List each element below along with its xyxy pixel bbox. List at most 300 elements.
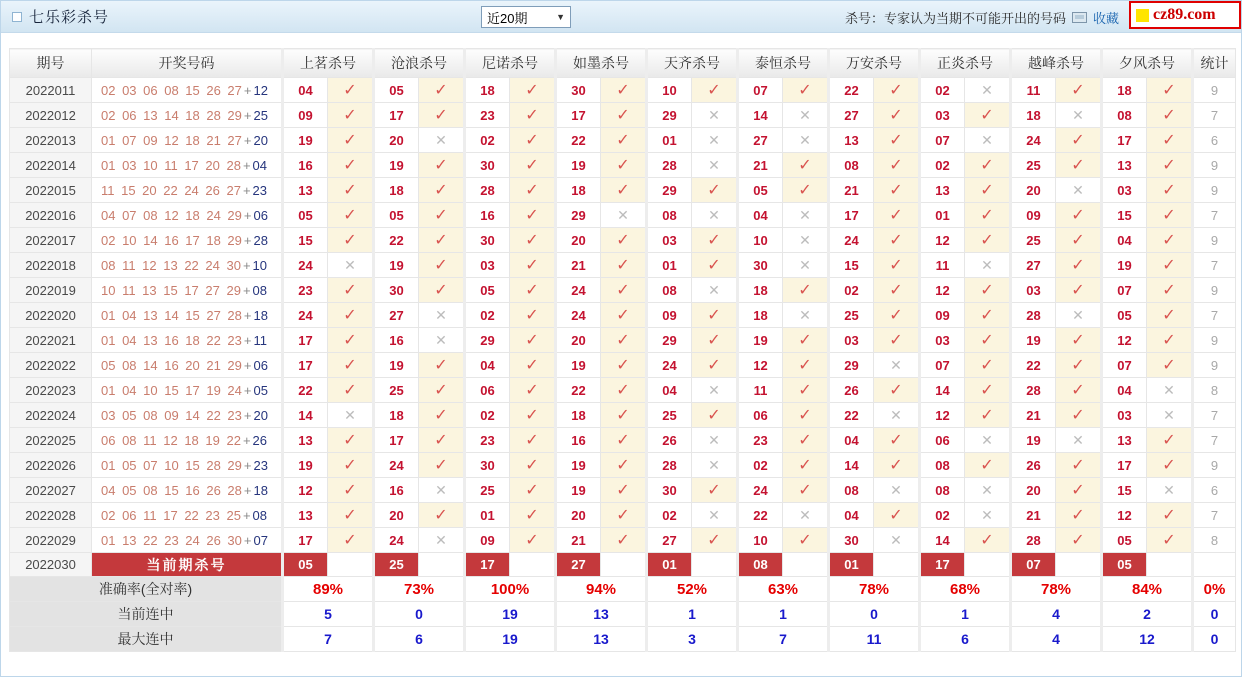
draw-numbers: 01 07 09 12 18 21 27 — [101, 132, 242, 148]
kill-number: 16 — [283, 153, 328, 178]
hit-mark-icon: ✓ — [692, 78, 738, 103]
kill-number: 24 — [829, 228, 874, 253]
hit-mark-icon: ✓ — [510, 128, 556, 153]
kill-number: 19 — [374, 253, 419, 278]
current-kill-number: 27 — [556, 553, 601, 577]
kill-number: 05 — [374, 78, 419, 103]
period-cell: 2022027 — [10, 478, 92, 503]
plus-sign: + — [243, 457, 252, 473]
draw-numbers: 10 11 13 15 17 27 29 — [101, 282, 241, 298]
draw-numbers: 02 06 13 14 18 28 29 — [101, 107, 242, 123]
max-streak-value: 7 — [283, 627, 374, 652]
kill-number: 19 — [283, 453, 328, 478]
kill-number: 20 — [1011, 478, 1056, 503]
plus-sign: + — [242, 182, 251, 198]
kill-number: 21 — [556, 528, 601, 553]
hit-mark-icon: ✓ — [419, 503, 465, 528]
period-cell: 2022014 — [10, 153, 92, 178]
table-row — [10, 153, 1236, 178]
kill-number: 08 — [829, 478, 874, 503]
plus-sign: + — [243, 357, 252, 373]
plus-sign: + — [243, 482, 252, 498]
miss-mark-icon: ✕ — [874, 528, 920, 553]
miss-mark-icon: ✕ — [419, 128, 465, 153]
hit-mark-icon: ✓ — [1147, 278, 1193, 303]
hit-mark-icon: ✓ — [874, 153, 920, 178]
table-row — [10, 353, 1236, 378]
hit-mark-icon: ✓ — [783, 78, 829, 103]
kill-number: 24 — [1011, 128, 1056, 153]
draw-numbers-cell — [92, 278, 283, 303]
table-row — [10, 278, 1236, 303]
accuracy-row — [10, 577, 1236, 602]
current-period-row — [10, 553, 1236, 577]
draw-numbers-cell — [92, 328, 283, 353]
hit-mark-icon: ✓ — [328, 503, 374, 528]
hit-mark-icon: ✓ — [510, 278, 556, 303]
hit-mark-icon: ✓ — [874, 178, 920, 203]
special-number: 26 — [252, 432, 267, 448]
hit-mark-icon: ✓ — [1147, 303, 1193, 328]
hit-mark-icon: ✓ — [1147, 453, 1193, 478]
hit-mark-icon: ✓ — [601, 253, 647, 278]
max-streak-value: 19 — [465, 627, 556, 652]
kill-number: 22 — [1011, 353, 1056, 378]
special-number: 18 — [253, 307, 268, 323]
miss-mark-icon: ✕ — [1056, 428, 1102, 453]
hit-mark-icon: ✓ — [1056, 203, 1102, 228]
logo-square-icon — [1136, 9, 1149, 22]
hit-mark-icon: ✓ — [1056, 503, 1102, 528]
hit-mark-icon: ✓ — [692, 353, 738, 378]
kill-number: 10 — [738, 528, 783, 553]
kill-number: 02 — [920, 78, 965, 103]
kill-number: 04 — [283, 78, 328, 103]
hit-mark-icon: ✓ — [692, 228, 738, 253]
hit-mark-icon: ✓ — [419, 103, 465, 128]
draw-numbers-cell — [92, 528, 283, 553]
range-dropdown[interactable] — [481, 6, 571, 28]
kill-number: 28 — [647, 153, 692, 178]
col-header-expert-6: 泰恒杀号 — [738, 49, 829, 78]
miss-mark-icon: ✕ — [783, 503, 829, 528]
special-number: 04 — [252, 157, 267, 173]
period-cell: 2022018 — [10, 253, 92, 278]
stat-value: 7 — [1193, 103, 1236, 128]
kill-number: 02 — [829, 278, 874, 303]
miss-mark-icon: ✕ — [419, 328, 465, 353]
kill-number: 04 — [647, 378, 692, 403]
kill-number: 21 — [556, 253, 601, 278]
hit-mark-icon: ✓ — [965, 228, 1011, 253]
max-streak-value: 4 — [1011, 627, 1102, 652]
kill-number: 10 — [738, 228, 783, 253]
kill-number: 28 — [1011, 303, 1056, 328]
kill-number: 09 — [465, 528, 510, 553]
miss-mark-icon: ✕ — [783, 103, 829, 128]
kill-number: 05 — [1102, 303, 1147, 328]
hit-mark-icon: ✓ — [692, 403, 738, 428]
max-streak-value: 13 — [556, 627, 647, 652]
hit-mark-icon: ✓ — [601, 428, 647, 453]
hit-mark-icon: ✓ — [1147, 503, 1193, 528]
hit-mark-icon: ✓ — [601, 353, 647, 378]
hit-mark-icon: ✓ — [510, 528, 556, 553]
hit-mark-icon: ✓ — [510, 78, 556, 103]
miss-mark-icon: ✕ — [965, 428, 1011, 453]
kill-number: 30 — [374, 278, 419, 303]
hit-mark-icon: ✓ — [783, 153, 829, 178]
hit-mark-icon: ✓ — [328, 478, 374, 503]
miss-mark-icon: ✕ — [874, 403, 920, 428]
hit-mark-icon: ✓ — [783, 478, 829, 503]
plus-sign: + — [243, 332, 252, 348]
special-number: 18 — [253, 482, 268, 498]
miss-mark-icon: ✕ — [1147, 403, 1193, 428]
draw-numbers-cell — [92, 353, 283, 378]
kill-number: 01 — [465, 503, 510, 528]
current-kill-number: 01 — [829, 553, 874, 577]
hit-mark-icon: ✓ — [510, 328, 556, 353]
kill-number: 24 — [556, 303, 601, 328]
hit-mark-icon: ✓ — [510, 303, 556, 328]
hit-mark-icon: ✓ — [510, 228, 556, 253]
hit-mark-icon: ✓ — [783, 353, 829, 378]
kill-number: 23 — [465, 428, 510, 453]
hit-mark-icon: ✓ — [510, 253, 556, 278]
kill-number: 07 — [920, 128, 965, 153]
current-streak-row-label: 当前连中 — [10, 602, 283, 627]
hit-mark-icon: ✓ — [965, 378, 1011, 403]
miss-mark-icon: ✕ — [692, 128, 738, 153]
hit-mark-icon: ✓ — [510, 153, 556, 178]
hit-mark-icon: ✓ — [965, 178, 1011, 203]
col-header-expert-7: 万安杀号 — [829, 49, 920, 78]
draw-numbers-cell — [92, 478, 283, 503]
collapse-checkbox-icon[interactable] — [12, 12, 22, 22]
hit-mark-icon: ✓ — [419, 253, 465, 278]
miss-mark-icon: ✕ — [692, 203, 738, 228]
kill-number: 19 — [1011, 328, 1056, 353]
hit-mark-icon: ✓ — [1056, 253, 1102, 278]
period-cell: 2022030 — [10, 553, 92, 577]
kill-number: 16 — [465, 203, 510, 228]
kill-number: 20 — [374, 503, 419, 528]
special-number: 12 — [253, 82, 268, 98]
col-header-expert-4: 如墨杀号 — [556, 49, 647, 78]
kill-number: 09 — [920, 303, 965, 328]
kill-number: 10 — [647, 78, 692, 103]
current-kill-empty — [874, 553, 920, 577]
kill-number: 25 — [1011, 153, 1056, 178]
period-cell: 2022011 — [10, 78, 92, 103]
kill-number: 08 — [920, 453, 965, 478]
col-header-period: 期号 — [10, 49, 92, 78]
current-streak-value: 0 — [374, 602, 465, 627]
table-row — [10, 228, 1236, 253]
col-header-expert-2: 沧浪杀号 — [374, 49, 465, 78]
miss-mark-icon: ✕ — [783, 203, 829, 228]
hit-mark-icon: ✓ — [510, 203, 556, 228]
miss-mark-icon: ✕ — [965, 253, 1011, 278]
hit-mark-icon: ✓ — [1056, 453, 1102, 478]
kill-number: 20 — [556, 228, 601, 253]
period-cell: 2022024 — [10, 403, 92, 428]
kill-number: 07 — [920, 353, 965, 378]
hit-mark-icon: ✓ — [874, 103, 920, 128]
kill-number: 03 — [829, 328, 874, 353]
kill-number: 24 — [283, 303, 328, 328]
accuracy-value: 73% — [374, 577, 465, 602]
stat-value: 7 — [1193, 403, 1236, 428]
table-row — [10, 528, 1236, 553]
period-cell: 2022013 — [10, 128, 92, 153]
period-cell: 2022025 — [10, 428, 92, 453]
draw-numbers-cell — [92, 153, 283, 178]
kill-number: 12 — [1102, 328, 1147, 353]
page-title: 七乐彩杀号 — [29, 9, 110, 26]
hit-mark-icon: ✓ — [601, 278, 647, 303]
current-kill-empty — [1056, 553, 1102, 577]
kill-number: 13 — [1102, 428, 1147, 453]
current-kill-empty — [783, 553, 829, 577]
stat-value: 7 — [1193, 303, 1236, 328]
special-number: 20 — [253, 132, 268, 148]
kill-number: 11 — [738, 378, 783, 403]
kill-number: 29 — [556, 203, 601, 228]
favorite-link[interactable]: 收藏 — [1092, 10, 1119, 26]
hit-mark-icon: ✓ — [965, 278, 1011, 303]
current-kill-number: 01 — [647, 553, 692, 577]
note-area — [845, 1, 1119, 33]
hit-mark-icon: ✓ — [692, 253, 738, 278]
kill-number: 13 — [829, 128, 874, 153]
kill-number: 08 — [920, 478, 965, 503]
hit-mark-icon: ✓ — [874, 128, 920, 153]
hit-mark-icon: ✓ — [965, 303, 1011, 328]
kill-number: 05 — [738, 178, 783, 203]
kill-number: 04 — [465, 353, 510, 378]
kill-number: 14 — [920, 528, 965, 553]
kill-number: 18 — [374, 178, 419, 203]
hit-mark-icon: ✓ — [328, 153, 374, 178]
hit-mark-icon: ✓ — [1147, 528, 1193, 553]
max-streak-value: 7 — [738, 627, 829, 652]
kill-number: 18 — [738, 303, 783, 328]
table-row — [10, 128, 1236, 153]
miss-mark-icon: ✕ — [692, 103, 738, 128]
plus-sign: + — [243, 207, 252, 223]
accuracy-value-stat: 0% — [1193, 577, 1236, 602]
kill-number: 22 — [283, 378, 328, 403]
kill-number: 25 — [647, 403, 692, 428]
plus-sign: + — [242, 282, 251, 298]
kill-number: 02 — [738, 453, 783, 478]
hit-mark-icon: ✓ — [874, 328, 920, 353]
accuracy-row-label: 准确率(全对率) — [10, 577, 283, 602]
col-header-expert-1: 上茗杀号 — [283, 49, 374, 78]
hit-mark-icon: ✓ — [510, 378, 556, 403]
draw-numbers: 01 04 10 15 17 19 24 — [101, 382, 242, 398]
kill-number: 15 — [283, 228, 328, 253]
kill-table — [9, 48, 1236, 652]
kill-number: 19 — [556, 353, 601, 378]
kill-number: 13 — [283, 178, 328, 203]
draw-numbers: 02 06 11 17 22 23 25 — [101, 507, 241, 523]
kill-number: 05 — [1102, 528, 1147, 553]
stat-empty — [1193, 553, 1236, 577]
hit-mark-icon: ✓ — [1056, 128, 1102, 153]
hit-mark-icon: ✓ — [328, 353, 374, 378]
draw-numbers-cell — [92, 78, 283, 103]
miss-mark-icon: ✕ — [783, 303, 829, 328]
hit-mark-icon: ✓ — [328, 528, 374, 553]
accuracy-value: 78% — [829, 577, 920, 602]
kill-number: 19 — [738, 328, 783, 353]
hit-mark-icon: ✓ — [692, 478, 738, 503]
draw-numbers: 04 07 08 12 18 24 29 — [101, 207, 242, 223]
kill-number: 16 — [374, 328, 419, 353]
plus-sign: + — [243, 132, 252, 148]
hit-mark-icon: ✓ — [328, 303, 374, 328]
plus-sign: + — [243, 82, 252, 98]
period-cell: 2022019 — [10, 278, 92, 303]
miss-mark-icon: ✕ — [419, 478, 465, 503]
hit-mark-icon: ✓ — [601, 328, 647, 353]
kill-number: 19 — [374, 353, 419, 378]
hit-mark-icon: ✓ — [965, 353, 1011, 378]
kill-number: 30 — [465, 228, 510, 253]
hit-mark-icon: ✓ — [510, 503, 556, 528]
stat-value: 8 — [1193, 378, 1236, 403]
stat-value: 7 — [1193, 503, 1236, 528]
hit-mark-icon: ✓ — [965, 153, 1011, 178]
kill-number: 09 — [647, 303, 692, 328]
kill-number: 14 — [829, 453, 874, 478]
miss-mark-icon: ✕ — [874, 353, 920, 378]
kill-number: 13 — [920, 178, 965, 203]
max-streak-value: 3 — [647, 627, 738, 652]
hit-mark-icon: ✓ — [1056, 378, 1102, 403]
period-cell: 2022015 — [10, 178, 92, 203]
hit-mark-icon: ✓ — [1147, 203, 1193, 228]
special-number: 23 — [252, 182, 267, 198]
draw-numbers: 01 13 22 23 24 26 30 — [101, 532, 242, 548]
hit-mark-icon: ✓ — [328, 428, 374, 453]
hit-mark-icon: ✓ — [965, 403, 1011, 428]
hit-mark-icon: ✓ — [510, 428, 556, 453]
kill-number: 18 — [738, 278, 783, 303]
kill-number: 25 — [465, 478, 510, 503]
kill-number: 21 — [1011, 403, 1056, 428]
hit-mark-icon: ✓ — [601, 178, 647, 203]
kill-number: 19 — [1102, 253, 1147, 278]
plus-sign: + — [242, 157, 251, 173]
kill-number: 04 — [738, 203, 783, 228]
hit-mark-icon: ✓ — [965, 328, 1011, 353]
hit-mark-icon: ✓ — [328, 328, 374, 353]
kill-number: 19 — [374, 153, 419, 178]
current-kill-empty — [419, 553, 465, 577]
kill-number: 15 — [1102, 478, 1147, 503]
miss-mark-icon: ✕ — [1056, 103, 1102, 128]
site-logo[interactable] — [1129, 1, 1241, 29]
miss-mark-icon: ✕ — [692, 453, 738, 478]
draw-numbers-cell — [92, 203, 283, 228]
table-row — [10, 503, 1236, 528]
table-row — [10, 378, 1236, 403]
table-row — [10, 328, 1236, 353]
hit-mark-icon: ✓ — [510, 103, 556, 128]
kill-number: 26 — [829, 378, 874, 403]
kill-number: 18 — [1011, 103, 1056, 128]
kill-number: 09 — [1011, 203, 1056, 228]
kill-number: 28 — [465, 178, 510, 203]
kill-number: 17 — [1102, 453, 1147, 478]
col-header-expert-9: 越峰杀号 — [1011, 49, 1102, 78]
period-cell: 2022012 — [10, 103, 92, 128]
kill-number: 29 — [647, 328, 692, 353]
kill-number: 12 — [920, 228, 965, 253]
kill-number: 12 — [283, 478, 328, 503]
miss-mark-icon: ✕ — [783, 128, 829, 153]
hit-mark-icon: ✓ — [1056, 328, 1102, 353]
kill-number: 29 — [647, 103, 692, 128]
period-cell: 2022016 — [10, 203, 92, 228]
current-kill-empty — [601, 553, 647, 577]
kill-number: 02 — [647, 503, 692, 528]
kill-number: 02 — [920, 153, 965, 178]
hit-mark-icon: ✓ — [601, 153, 647, 178]
hit-mark-icon: ✓ — [419, 353, 465, 378]
max-streak-row-label: 最大连中 — [10, 627, 283, 652]
miss-mark-icon: ✕ — [692, 503, 738, 528]
stat-value: 9 — [1193, 78, 1236, 103]
kill-number: 28 — [1011, 528, 1056, 553]
draw-numbers-cell — [92, 178, 283, 203]
miss-mark-icon: ✕ — [965, 503, 1011, 528]
max-streak-row — [10, 627, 1236, 652]
kill-number: 12 — [738, 353, 783, 378]
hit-mark-icon: ✓ — [874, 303, 920, 328]
table-row — [10, 428, 1236, 453]
max-streak-value: 6 — [374, 627, 465, 652]
draw-numbers-cell — [92, 503, 283, 528]
hit-mark-icon: ✓ — [601, 378, 647, 403]
kill-number: 25 — [829, 303, 874, 328]
period-cell: 2022026 — [10, 453, 92, 478]
draw-numbers-cell — [92, 378, 283, 403]
kill-number: 21 — [1011, 503, 1056, 528]
current-kill-number: 05 — [1102, 553, 1147, 577]
hit-mark-icon: ✓ — [328, 228, 374, 253]
kill-number: 24 — [283, 253, 328, 278]
stat-value: 9 — [1193, 453, 1236, 478]
kill-number: 17 — [283, 528, 328, 553]
draw-numbers-cell — [92, 303, 283, 328]
stat-value: 7 — [1193, 203, 1236, 228]
kill-number: 03 — [1011, 278, 1056, 303]
stat-value: 7 — [1193, 253, 1236, 278]
table-row — [10, 103, 1236, 128]
accuracy-value: 100% — [465, 577, 556, 602]
miss-mark-icon: ✕ — [1056, 178, 1102, 203]
miss-mark-icon: ✕ — [1147, 478, 1193, 503]
kill-number: 29 — [465, 328, 510, 353]
hit-mark-icon: ✓ — [874, 428, 920, 453]
kill-number: 11 — [1011, 78, 1056, 103]
kill-number: 03 — [920, 103, 965, 128]
